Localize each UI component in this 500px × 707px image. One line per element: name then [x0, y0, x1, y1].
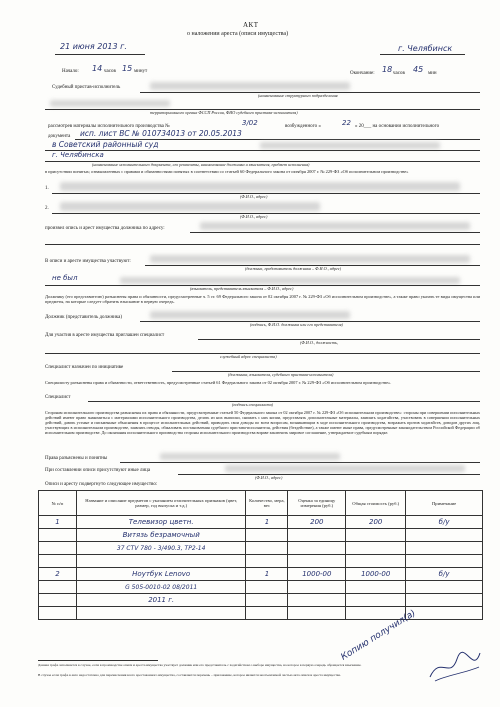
row-note: б/у — [406, 516, 483, 529]
footnote-1: Данная графа заполняется в случае, если в производстве описи и ареста имущества участвует должник или его представитель с ходатайством о выборе имущества, на которое в первую очередь обращается взыскание. — [38, 663, 362, 667]
caption-debtor-sign: (подпись, Ф.И.О. должника или его представителя) — [250, 322, 343, 327]
row-quantity: 1 — [246, 568, 288, 581]
header-unit-price: Оценка за единицу измерения (руб.) — [288, 491, 346, 516]
row-total — [346, 581, 406, 594]
footnote-2: В случае если графа в акте недостаточно для перечисления всего арестованного имущества, составляется перечень – приложение, которое является неотъемлемой частью акта описи и ареста имущества. — [38, 673, 341, 677]
table-row — [39, 555, 483, 568]
participants-label: В описи и аресте имущества участвуют: — [45, 259, 131, 264]
row-price — [288, 529, 346, 542]
row-note: б/у — [406, 568, 483, 581]
row-quantity — [246, 555, 288, 568]
redacted-address — [200, 222, 470, 230]
row-total — [346, 529, 406, 542]
issued-underline — [45, 150, 480, 151]
start-min-units: минут — [134, 69, 148, 74]
row-total — [346, 594, 406, 607]
header-note: Примечание — [406, 491, 483, 516]
table-row — [39, 594, 483, 607]
row-number — [39, 542, 77, 555]
row-number — [39, 594, 77, 607]
end-min: 45 — [413, 65, 424, 74]
end-min-units: мин — [428, 71, 437, 76]
row-description: Ноутбук Lenovo — [76, 568, 246, 581]
table-row — [39, 568, 483, 581]
header-description: Название и описание предметов с указанием отличительных признаков (цвет, размер, год выпуска и т.д.) — [76, 491, 246, 516]
row-note — [406, 581, 483, 594]
row-price — [288, 581, 346, 594]
row-number: 1 — [39, 516, 77, 529]
issued-by-handwritten: в Советский районный суд — [52, 140, 159, 149]
date-underline — [55, 54, 145, 55]
witness-1-label: 1. — [45, 186, 49, 191]
case-number: 3/02 — [242, 119, 258, 127]
row-price: 200 — [288, 516, 346, 529]
header-quantity: Количество, мера, вес — [246, 491, 288, 516]
row-total: 200 — [346, 516, 406, 529]
debtor-address-label: произвел опись и арест имущества должника по адресу: — [45, 226, 165, 231]
signature-scribble — [425, 645, 485, 685]
issued-by-handwritten-2: г. Челябинска — [52, 151, 104, 159]
inventory-header-row — [39, 491, 483, 516]
caption-initiative: (должника, взыскателя, судебного пристава-исполнителя) — [228, 372, 334, 377]
instituted-day: 22 — [342, 119, 351, 127]
redacted-creditor — [120, 277, 460, 284]
end-hour: 18 — [382, 65, 393, 74]
caption-spec-sign: (подпись специалиста) — [232, 402, 274, 407]
witness-2-label: 2. — [45, 206, 49, 211]
row-total — [346, 555, 406, 568]
caption-specialist-addr: служебный адрес специалиста) — [220, 354, 277, 359]
start-hour: 14 — [92, 64, 103, 73]
redacted-others — [225, 465, 465, 472]
redacted-issued — [260, 142, 440, 149]
document-label: документа — [48, 134, 71, 139]
start-min: 15 — [122, 64, 133, 73]
caption-specialist: (Ф.И.О., должность, — [300, 340, 338, 345]
row-note — [406, 529, 483, 542]
start-hour-units: часов — [104, 69, 116, 74]
inventory-intro: Описи и аресту подвергнуто следующее имущество: — [45, 482, 158, 487]
caption-org: территориального органа ФССП России, ФИО судебного пристава-исполнителя) — [150, 110, 298, 115]
row-price: 1000-00 — [288, 568, 346, 581]
row-number: 2 — [39, 568, 77, 581]
redacted-participant — [150, 255, 470, 263]
specialist-label: Специалист — [45, 395, 71, 400]
row-number — [39, 529, 77, 542]
row-quantity: 1 — [246, 516, 288, 529]
specialist-rights-text: Специалисту разъяснены права и обязанности, ответственность, предусмотренные статьей 61 Федерального закона от 02 октября 2007 г. № 229-ФЗ «Об исполнительном производстве». — [45, 380, 392, 385]
date-handwritten: 21 июня 2013 г. — [60, 42, 127, 51]
basis-label: » 20___ на основании исполнительного — [355, 124, 440, 129]
table-row — [39, 581, 483, 594]
end-hour-units: часов — [393, 71, 405, 76]
row-note — [406, 542, 483, 555]
specialist-invited-label: Для участия в аресте имущества приглашен специалист — [45, 333, 165, 338]
row-description: Витязь безрамочный — [76, 529, 246, 542]
row-number — [39, 581, 77, 594]
table-row — [39, 516, 483, 529]
debtor-rights-text: Должнику (его представителю) разъяснены права и обязанности, предусмотренные ч. 5 ст. 69 Федерального закона от 02 октября 2007 г. № 229-ФЗ «Об исполнительном производстве», а также право указать те виды имущества или предметы, на которые следует обратить взыскание в первую очередь. — [45, 294, 480, 305]
footnote-separator — [38, 660, 158, 661]
caption-witness-2: (Ф.И.О., адрес) — [240, 214, 268, 219]
row-description: G 505-0010-02 08/2011 — [76, 581, 246, 594]
place-underline — [380, 54, 465, 55]
parties-underline — [120, 462, 480, 463]
place-handwritten: г. Челябинск — [398, 44, 453, 53]
redacted-debtor-sign — [150, 311, 350, 319]
row-description — [76, 555, 246, 568]
row-description: 2011 г. — [76, 594, 246, 607]
header-total: Общая стоимость (руб.) — [346, 491, 406, 516]
caption-others: (Ф.И.О., адрес) — [255, 475, 283, 480]
row-quantity — [246, 529, 288, 542]
instituted-label: возбужденного « — [285, 124, 321, 129]
row-quantity — [246, 594, 288, 607]
row-price — [288, 542, 346, 555]
redacted-org — [50, 100, 170, 107]
row-quantity — [246, 581, 288, 594]
caption-debtor: (должник, представитель должника – Ф.И.О., адрес) — [245, 266, 342, 271]
doc-title: АКТ — [243, 21, 259, 29]
header-number: № п/п — [39, 491, 77, 516]
row-total: 1000-00 — [346, 568, 406, 581]
row-note — [406, 607, 483, 620]
case-text: рассмотрев материалы исполнительного производства № — [48, 124, 170, 129]
doc-subtitle: о наложении ареста (описи имущества) — [187, 31, 289, 37]
caption-doc: (наименование исполнительного документа, его реквизиты, наименование должника и взыскателя, предмет исполнения) — [92, 162, 310, 167]
received-copy-signature: Копию получил(а) — [339, 608, 418, 663]
row-price — [288, 555, 346, 568]
row-price — [288, 607, 346, 620]
row-description — [76, 607, 246, 620]
row-price — [288, 594, 346, 607]
address-underline — [190, 232, 480, 233]
bailiff-label: Судебный пристав-исполнитель — [52, 85, 121, 90]
address-underline-2 — [45, 244, 480, 245]
table-row — [39, 529, 483, 542]
row-description: Телевизор цветн. — [76, 516, 246, 529]
row-number — [39, 555, 77, 568]
participant-handwritten: не был — [52, 274, 78, 282]
redacted-bailiff — [150, 82, 350, 90]
parties-sign-label: Права разъяснены и понятны — [45, 456, 108, 461]
redacted-parties-sign — [160, 453, 340, 460]
redacted-witness-2 — [60, 202, 320, 211]
row-number — [39, 607, 77, 620]
row-quantity — [246, 607, 288, 620]
end-label: Окончание: — [350, 71, 375, 76]
row-description: 37 CTV 780 - 3/490.3, TP2-14 — [76, 542, 246, 555]
parties-rights-text: Сторонам исполнительного производства разъяснены их права и обязанности, предусмотренные статьей 50 Федерального закона от 02 октября 2007 г. № 229-ФЗ «Об исполнительном производстве»: стороны при совершении исполнительных действий имеют право знакомиться с материалами исполнительного производства, делать из них выписки, снимать с них копии, представлять дополнительные материалы, заявлять ходатайства, участвовать в совершении исполнительных действий, давать устные и письменные объяснения в процессе исполнительных действий, приводить свои доводы по всем вопросам, возникающим в ходе исполнительного производства, возражать против ходатайств, доводов других лиц, участвующих в исполнительном производстве, заявлять отводы, обжаловать постановления судебного пристава-исполнителя, действия (бездействие), а также имеют иные права, предусмотренные законодательством Российской Федерации об исполнительном производстве. До окончания исполнительного производства стороны исполнительного производства вправе заключить мировое соглашение, утверждаемое судебным порядке. — [45, 410, 480, 435]
caption-creditor: (взыскатель, представитель взыскателя – Ф.И.О., адрес) — [190, 286, 294, 291]
row-note — [406, 594, 483, 607]
spec-sign-underline — [88, 401, 480, 402]
exec-doc-handwritten: исп. лист ВС № 010734013 от 20.05.2013 — [80, 129, 242, 138]
redacted-witness-1 — [60, 182, 460, 191]
inventory-table — [38, 490, 483, 620]
others-present-label: При составлении описи присутствуют иные лица — [45, 468, 151, 473]
row-note — [406, 555, 483, 568]
caption-unit: (наименование структурного подразделения — [258, 93, 338, 98]
caption-witness-1: (Ф.И.О., адрес) — [240, 194, 268, 199]
table-row — [39, 542, 483, 555]
start-label: Начало: — [62, 69, 79, 74]
specialist-appointed-label: Специалист назначен по инициативе — [45, 365, 124, 370]
specialist-underline — [198, 339, 480, 340]
row-total — [346, 542, 406, 555]
row-quantity — [246, 542, 288, 555]
witnesses-intro: в присутствии понятых; ознакомленных с правами и обязанностями понятых в соответствии со статьей 60 Федерального закона от октября 2007 г. № 229-ФЗ «Об исполнительном производстве» — [45, 169, 409, 174]
debtor-sign-label: Должник (представитель должника) — [45, 315, 123, 320]
others-underline — [178, 474, 480, 475]
